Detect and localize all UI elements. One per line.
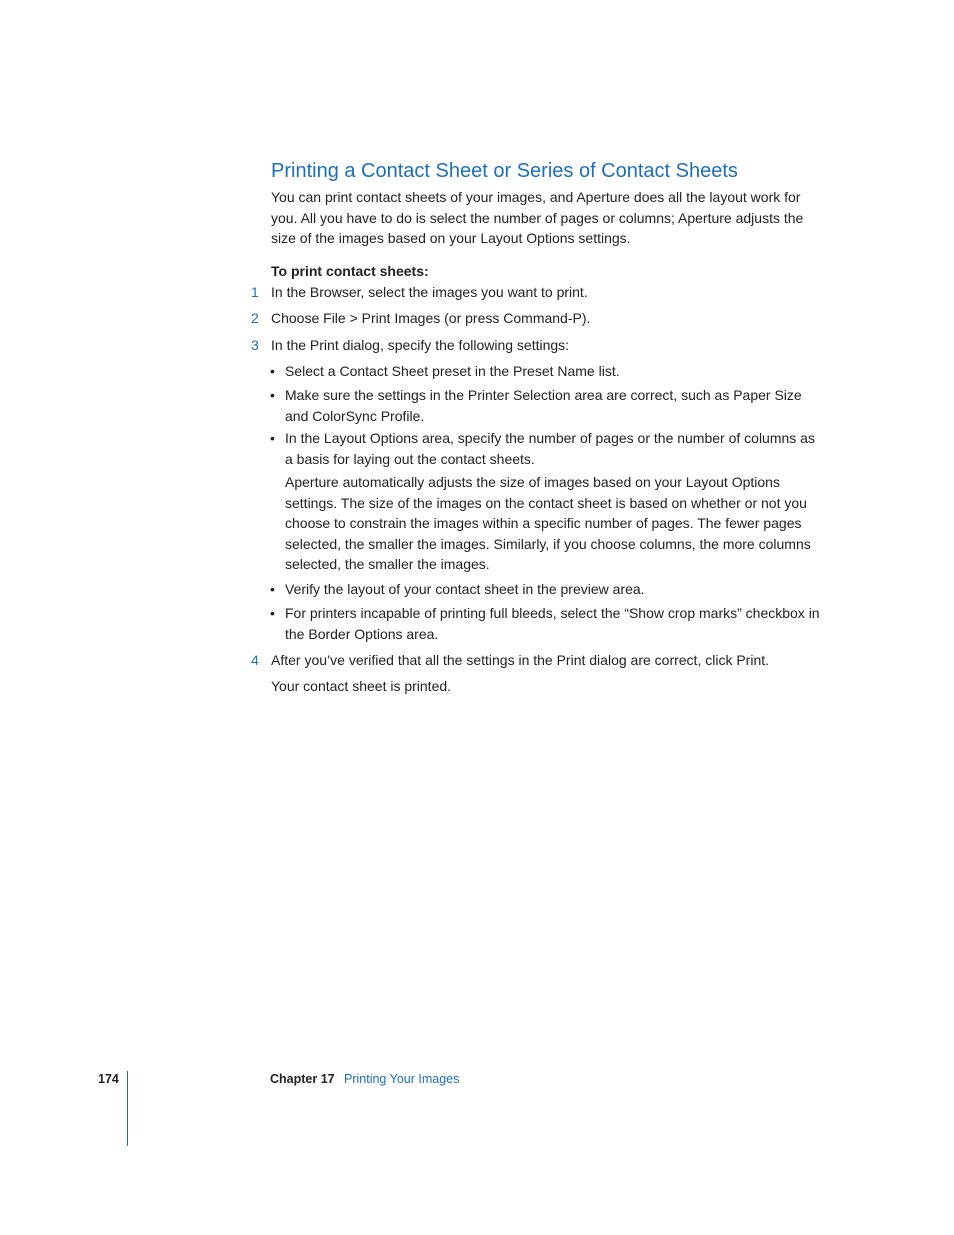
bullet-text: Make sure the settings in the Printer Selection area are correct, such as Paper Size and ColorSync Profile.	[285, 387, 802, 424]
procedure-heading: To print contact sheets:	[271, 263, 429, 279]
step-number: 4	[251, 652, 259, 668]
bullet-symbol: •	[270, 605, 275, 621]
bullet-symbol: •	[270, 581, 275, 597]
bullet-text: For printers incapable of printing full bleeds, select the “Show crop marks” checkbox in the Border Options area.	[285, 605, 820, 642]
bullet-symbol: •	[270, 387, 275, 403]
footer-chapter-title: Printing Your Images	[344, 1072, 460, 1086]
step-number: 1	[251, 284, 259, 300]
bullet-symbol: •	[270, 363, 275, 379]
bullet-text: Verify the layout of your contact sheet in the preview area.	[285, 581, 645, 597]
step-text: In the Print dialog, specify the following settings:	[271, 337, 570, 353]
step-result: Your contact sheet is printed.	[271, 678, 452, 694]
step-text: After you’ve verified that all the settings in the Print dialog are correct, click Print.	[271, 652, 770, 668]
step-text: In the Browser, select the images you want to print.	[271, 284, 588, 300]
intro-paragraph: You can print contact sheets of your images, and Aperture does all the layout work for you. All you have to do is select the number of pages or columns; Aperture adjusts the size of the images based on your Layout Options settings.	[271, 189, 804, 246]
step-number: 3	[251, 337, 259, 353]
bullet-note: Aperture automatically adjusts the size of images based on your Layout Options settings. The size of the images on the contact sheet is based on whether or not you choose to constrain the images within a specific number of pages. The fewer pages selected, the smaller the images. Similarly, if you choose columns, the more columns selected, the smaller the images.	[285, 474, 811, 572]
footer-chapter-label: Chapter 17	[270, 1072, 335, 1086]
bullet-symbol: •	[270, 430, 275, 446]
step-text: Choose File > Print Images (or press Command-P).	[271, 310, 591, 326]
step-number: 2	[251, 310, 259, 326]
footer-divider	[127, 1071, 128, 1146]
bullet-text: In the Layout Options area, specify the number of pages or the number of columns as a basis for laying out the contact sheets.	[285, 430, 815, 467]
bullet-text: Select a Contact Sheet preset in the Preset Name list.	[285, 363, 620, 379]
page-number: 174	[98, 1072, 119, 1086]
section-title: Printing a Contact Sheet or Series of Contact Sheets	[271, 160, 738, 182]
